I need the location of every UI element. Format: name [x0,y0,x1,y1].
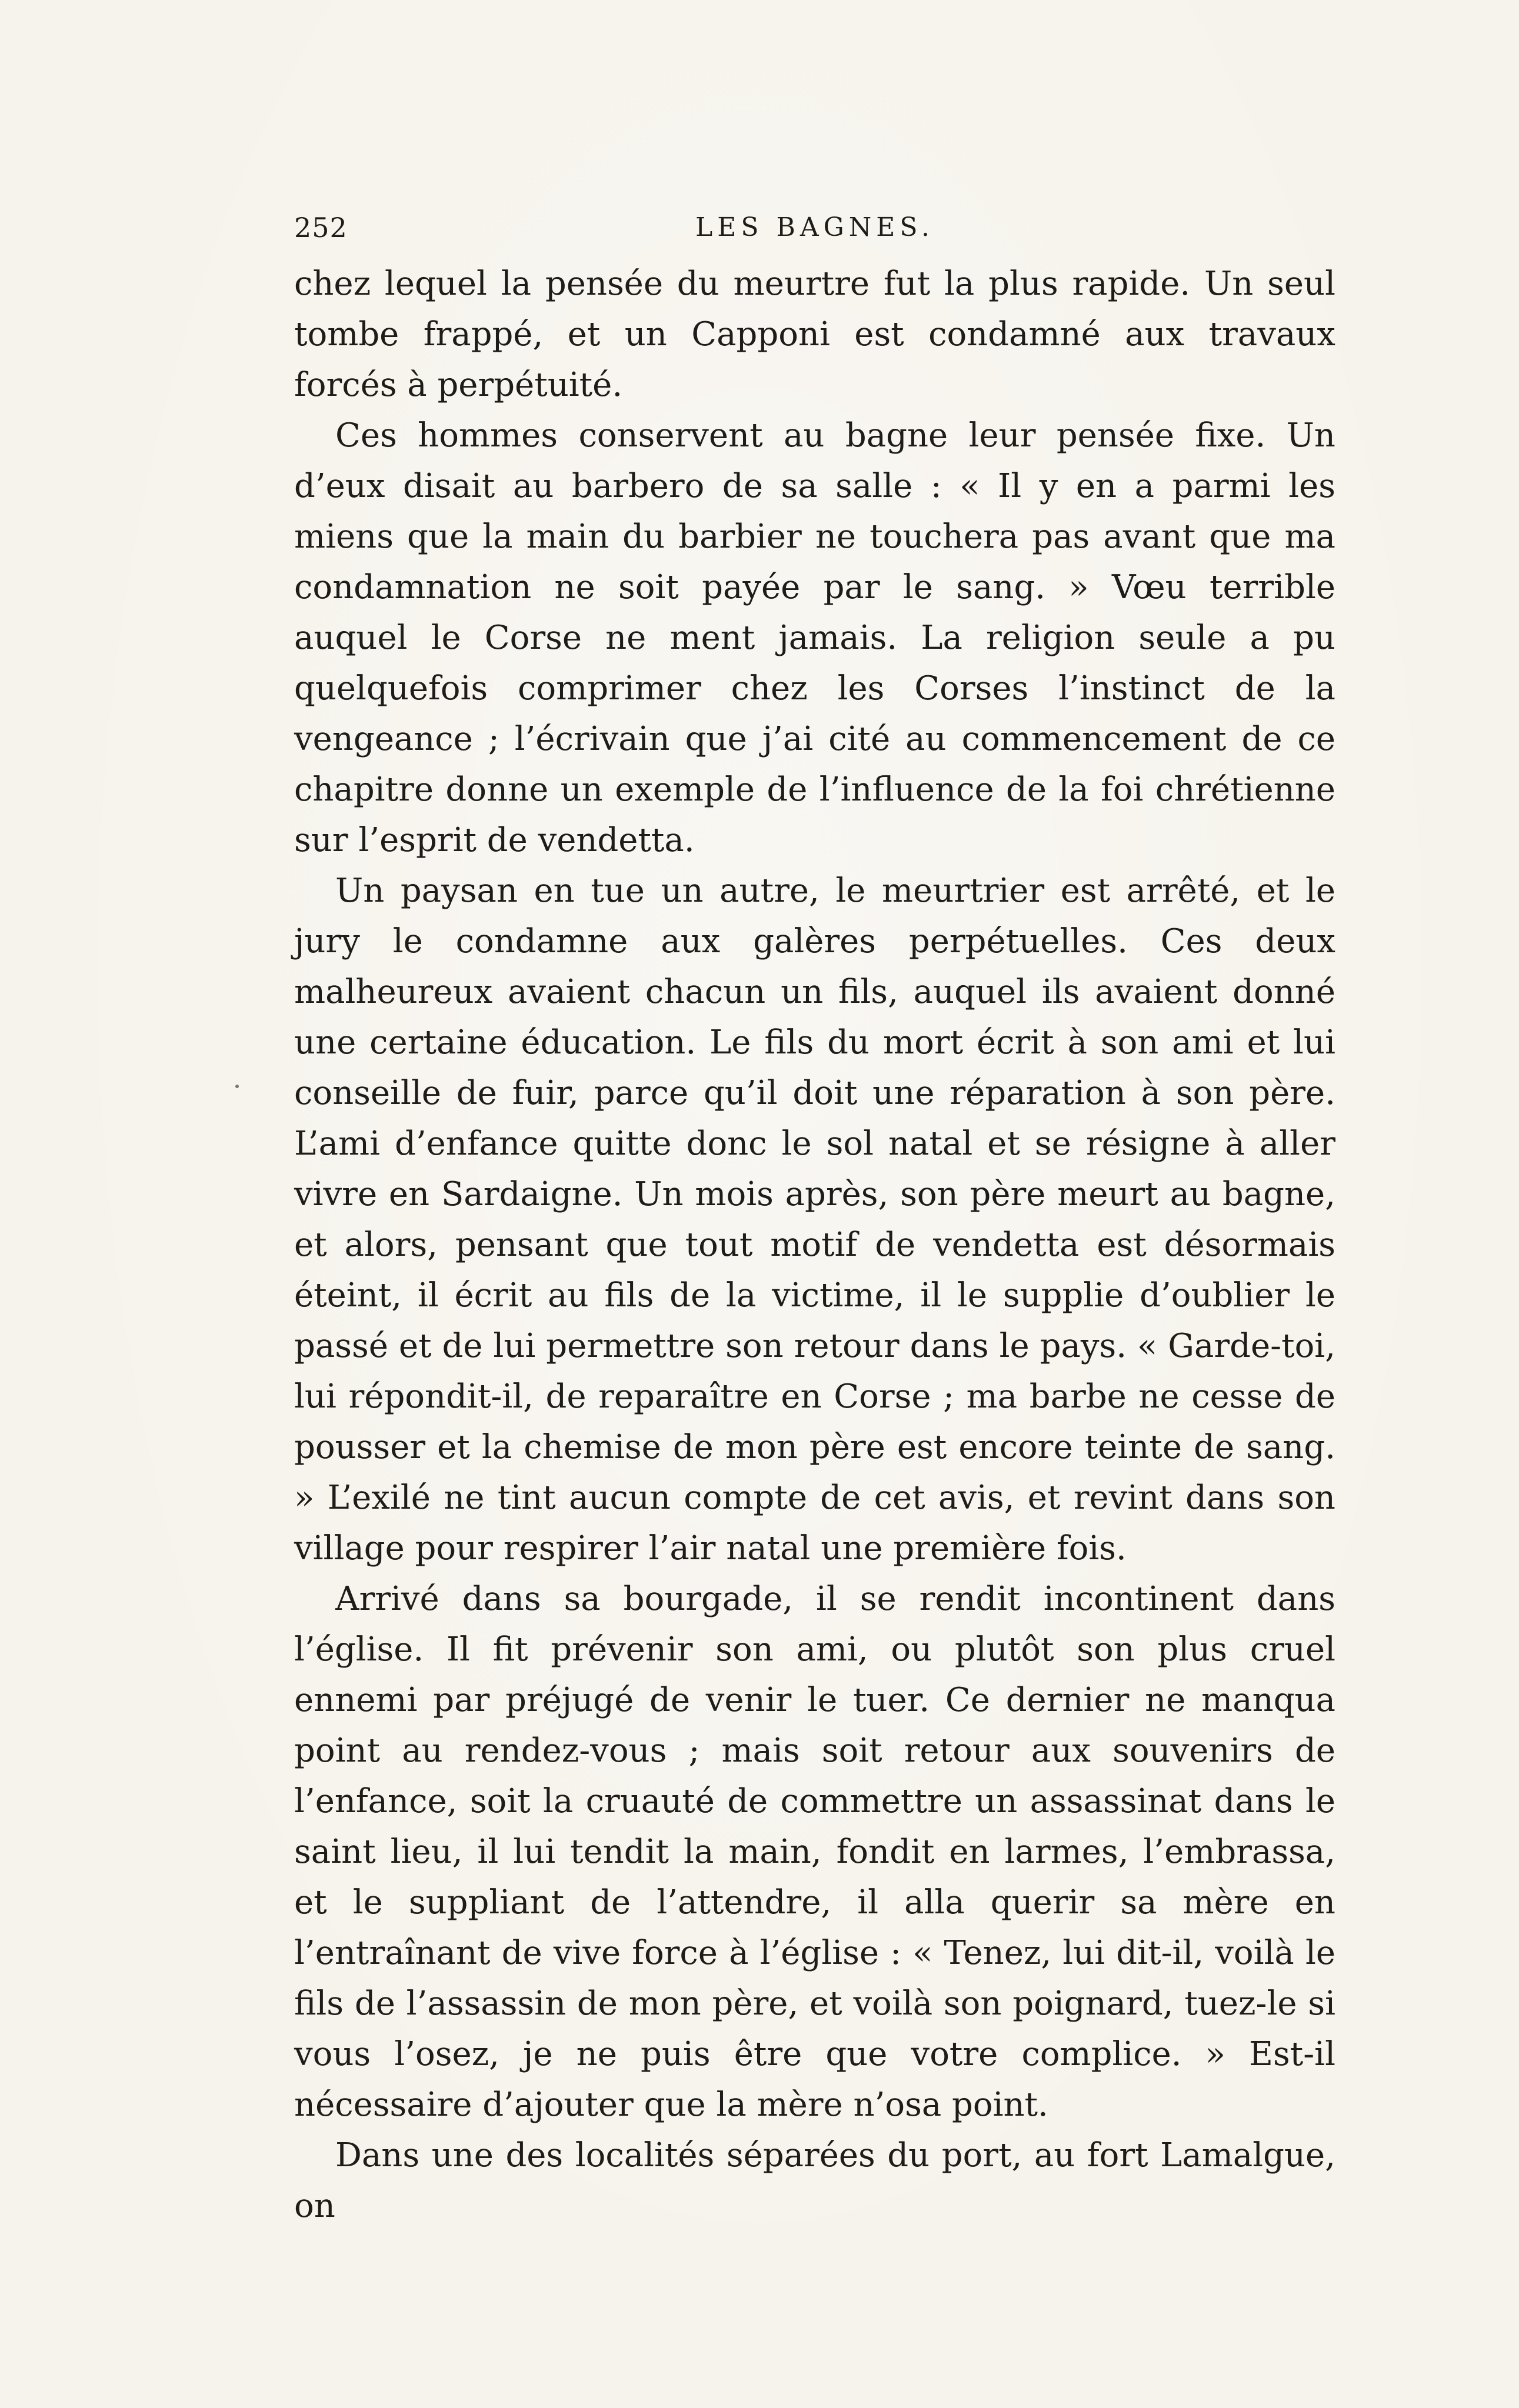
page-number: 252 [294,212,348,244]
paragraph: Arrivé dans sa bourgade, il se rendit incontinent dans l’église. Il fit prévenir son ami, ou plutôt son plus cruel ennemi par préjugé de venir le tuer. Ce dernier ne manqua point au rendez-vous ; mais soit retour aux souvenirs de l’enfance, soit la cruauté de commettre un assassinat dans le saint lieu, il lui tendit la main, fondit en larmes, l’embrassa, et le suppliant de l’attendre, il alla querir sa mère en l’entraînant de vive force à l’église : « Tenez, lui dit-il, voilà le fils de l’assassin de mon père, et voilà son poignard, tuez-le si vous l’osez, je ne puis être que votre complice. » Est-il nécessaire d’ajouter que la mère n’osa point. [294,1580,1335,2124]
paragraph-continuation: chez lequel la pensée du meurtre fut la plus rapide. Un seul tombe frappé, et un Capponi est condamné aux travaux forcés à perpétuité. [294,265,1335,404]
paragraph: Dans une des localités séparées du port, au fort Lamalgue, on [294,2136,1335,2225]
body-text [294,259,1335,2232]
paragraph: Un paysan en tue un autre, le meurtrier est arrêté, et le jury le condamne aux galères perpétuelles. Ces deux malheureux avaient chacun un fils, auquel ils avaient donné une certaine éducation. Le fils du mort écrit à son ami et lui conseille de fuir, parce qu’il doit une réparation à son père. L’ami d’enfance quitte donc le sol natal et se résigne à aller vivre en Sardaigne. Un mois après, son père meurt au bagne, et alors, pensant que tout motif de vendetta est désormais éteint, il écrit au fils de la victime, il le supplie d’oublier le passé et de lui permettre son retour dans le pays. « Garde-toi, lui répondit-il, de reparaître en Corse ; ma barbe ne cesse de pousser et la chemise de mon père est encore teinte de sang. » L’exilé ne tint aucun compte de cet avis, et revint dans son village pour respirer l’air natal une première fois. [294,872,1335,1567]
paragraph: Ces hommes conservent au bagne leur pensée fixe. Un d’eux disait au barbero de sa salle : « Il y en a parmi les miens que la main du barbier ne touchera pas avant que ma condamnation ne soit payée par le sang. » Vœu terrible auquel le Corse ne ment jamais. La religion seule a pu quelquefois comprimer chez les Corses l’instinct de la vengeance ; l’écrivain que j’ai cité au commencement de ce chapitre donne un exemple de l’influence de la foi chrétienne sur l’esprit de vendetta. [294,416,1335,859]
ink-speck [235,1085,239,1088]
running-title: LES BAGNES. [695,212,934,242]
page-header [294,207,1335,248]
